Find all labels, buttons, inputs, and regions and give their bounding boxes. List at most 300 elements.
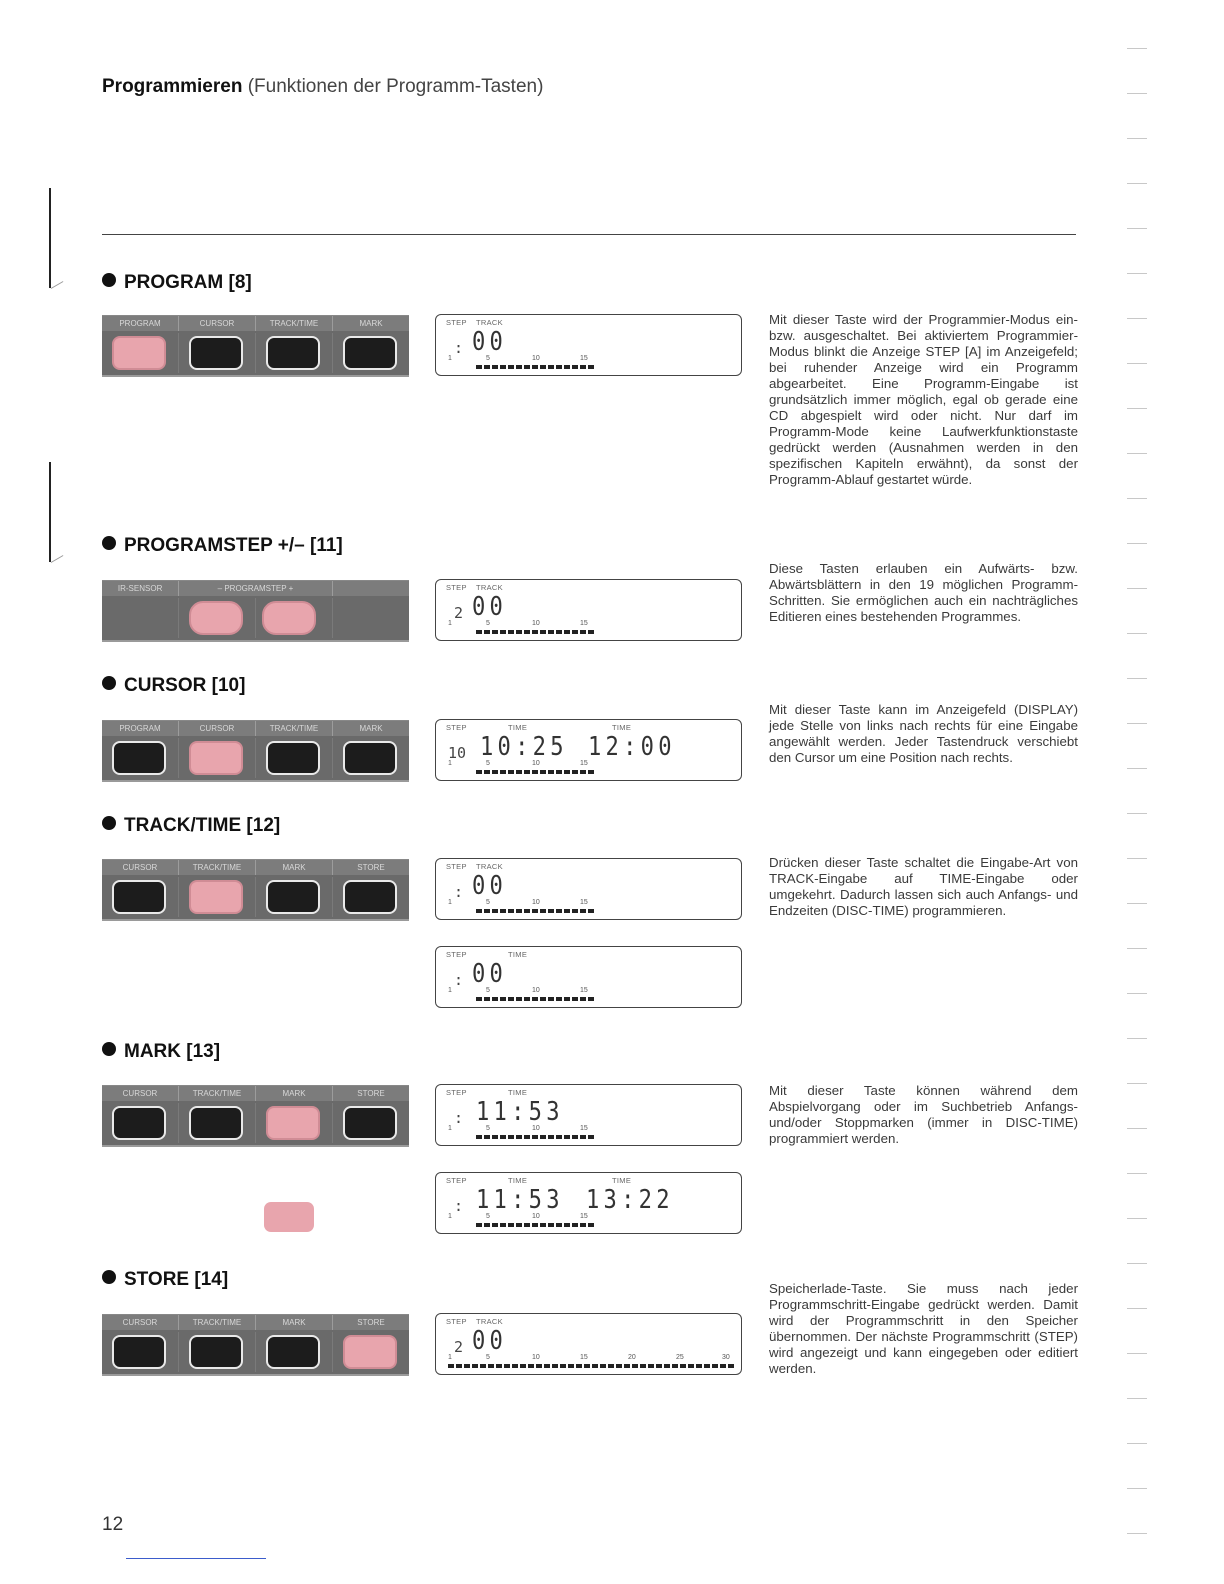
key-label: TRACK/TIME (179, 1315, 256, 1330)
lcd-bar-segment (580, 630, 586, 634)
lcd-bar-segment (540, 1223, 546, 1227)
lcd-bar-segment (548, 365, 554, 369)
page-number: 12 (102, 1514, 124, 1535)
lcd-bar-segment (500, 770, 506, 774)
lcd-bar-segment (532, 1135, 538, 1139)
lcd-scale: 5 (486, 1213, 490, 1220)
lcd-bar-segment (548, 1223, 554, 1227)
key-label: PROGRAM (102, 316, 179, 331)
cursor-key[interactable] (189, 741, 243, 775)
lcd-bar-segment (588, 1223, 594, 1227)
lcd-bar-segment (564, 770, 570, 774)
lcd-bar-segment (564, 630, 570, 634)
lcd-bar-segment (588, 630, 594, 634)
lcd-bar-segment (580, 365, 586, 369)
lcd-bar-segment (548, 997, 554, 1001)
lcd-step: : (454, 1109, 464, 1127)
lcd-scale: 1 (448, 1125, 452, 1132)
lcd-digits-end: 12:00 (588, 732, 676, 762)
lcd-bar-segment (696, 1364, 702, 1368)
program-key[interactable] (112, 336, 166, 370)
section-mark (102, 1041, 1082, 1241)
margin-tick (1127, 183, 1147, 184)
lcd-scale: 5 (486, 899, 490, 906)
margin-bar (49, 188, 51, 288)
section-title: PROGRAM [8] (102, 272, 252, 294)
margin-tick (1127, 813, 1147, 814)
key-label: MARK (256, 1315, 333, 1330)
lcd-bar-segment (540, 997, 546, 1001)
margin-tick (1127, 1443, 1147, 1444)
lcd-label: STEP (446, 1088, 467, 1097)
lcd-bars (476, 770, 594, 775)
lcd-bar-segment (492, 909, 498, 913)
lcd-scale: 5 (486, 355, 490, 362)
lcd-bar-segment (492, 770, 498, 774)
lcd-bar-segment (508, 997, 514, 1001)
margin-tick (1127, 1083, 1147, 1084)
lcd-bar-segment (500, 997, 506, 1001)
lcd-bar-segment (516, 630, 522, 634)
lcd-bar-segment (492, 365, 498, 369)
lcd-bar-segment (516, 1223, 522, 1227)
lcd-bar-segment (548, 1135, 554, 1139)
lcd-bar-segment (728, 1364, 734, 1368)
keypad (102, 720, 409, 782)
margin-tick (1127, 1218, 1147, 1219)
margin-tick (1127, 408, 1147, 409)
lcd-bar-segment (548, 630, 554, 634)
key-label: MARK (359, 724, 383, 733)
lcd-digits: 00 (472, 327, 508, 357)
cursor-key[interactable] (112, 1335, 166, 1369)
lcd-bar-segment (572, 1135, 578, 1139)
lcd-bar-segment (552, 1364, 558, 1368)
keypad-labels (102, 581, 409, 596)
lcd-step: : (454, 339, 464, 357)
page-title-bold: Programmieren (102, 76, 243, 97)
section-store (102, 1269, 1082, 1389)
track-time-key[interactable] (266, 741, 320, 775)
lcd-bar-segment (580, 1223, 586, 1227)
lcd-label: TIME (508, 1176, 528, 1185)
lcd-bar-segment (520, 1364, 526, 1368)
lcd-bar-segment (712, 1364, 718, 1368)
lcd-display (435, 1084, 742, 1146)
lcd-label: TIME (508, 950, 528, 959)
margin-ticks (1127, 48, 1147, 1538)
lcd-bar-segment (516, 997, 522, 1001)
mark-key[interactable] (266, 1335, 320, 1369)
lcd-step: : (454, 1197, 464, 1215)
lcd-scale: 15 (580, 355, 588, 362)
lcd-bar-segment (556, 770, 562, 774)
lcd-bar-segment (492, 1223, 498, 1227)
lcd-display (435, 946, 742, 1008)
lcd-bar-segment (584, 1364, 590, 1368)
margin-tick (1127, 1533, 1147, 1534)
section-title: TRACK/TIME [12] (102, 815, 280, 837)
margin-tick (1127, 678, 1147, 679)
margin-tick (1127, 858, 1147, 859)
lcd-bar-segment (516, 365, 522, 369)
mark-key[interactable] (343, 741, 397, 775)
lcd-bar-segment (588, 997, 594, 1001)
lcd-bar-segment (476, 1223, 482, 1227)
mark-key[interactable] (266, 1106, 320, 1140)
lcd-bar-segment (540, 365, 546, 369)
margin-tick (1127, 138, 1147, 139)
lcd-bar-segment (536, 1364, 542, 1368)
programstep-minus-key[interactable] (189, 601, 243, 635)
lcd-step: : (454, 883, 464, 901)
lcd-bar-segment (548, 909, 554, 913)
keypad (102, 1314, 409, 1376)
lcd-digits: 11:53 (476, 1097, 564, 1127)
lcd-bars (448, 1364, 734, 1369)
lcd-bar-segment (688, 1364, 694, 1368)
track-time-key[interactable] (189, 1335, 243, 1369)
bullet-icon (102, 676, 116, 690)
lcd-bar-segment (512, 1364, 518, 1368)
lcd-bar-segment (556, 365, 562, 369)
lcd-bar-segment (664, 1364, 670, 1368)
lcd-step: 10 (448, 744, 467, 762)
keypad (102, 1085, 409, 1147)
lcd-scale: 1 (448, 620, 452, 627)
lcd-bar-segment (516, 1135, 522, 1139)
lcd-bar-segment (540, 1135, 546, 1139)
key-label: CURSOR (102, 860, 179, 875)
lcd-bar-segment (484, 1135, 490, 1139)
lcd-bar-segment (500, 1223, 506, 1227)
section-track-time (102, 815, 1082, 1015)
lcd-bar-segment (476, 997, 482, 1001)
margin-tick (1127, 498, 1147, 499)
lcd-bar-segment (548, 770, 554, 774)
lcd-scale: 10 (532, 899, 540, 906)
lcd-step: 2 (454, 1338, 464, 1356)
mark-key[interactable] (343, 336, 397, 370)
section-title: CURSOR [10] (102, 675, 245, 697)
lcd-bar-segment (464, 1364, 470, 1368)
lcd-bar-segment (472, 1364, 478, 1368)
key-label: STORE (357, 1089, 385, 1098)
lcd-scale: 10 (532, 760, 540, 767)
keypad (102, 580, 409, 642)
lcd-bar-segment (476, 770, 482, 774)
margin-tick (1127, 633, 1147, 634)
lcd-bar-segment (600, 1364, 606, 1368)
lcd-scale: 1 (448, 899, 452, 906)
lcd-bar-segment (556, 997, 562, 1001)
key-label: MARK (256, 860, 333, 875)
margin-tick (1127, 948, 1147, 949)
margin-tick (1127, 1398, 1147, 1399)
lcd-scale: 1 (448, 1213, 452, 1220)
lcd-label: TIME (508, 723, 528, 732)
lcd-bar-segment (516, 909, 522, 913)
lcd-display (435, 858, 742, 920)
store-key[interactable] (343, 880, 397, 914)
lcd-bar-segment (524, 1223, 530, 1227)
lcd-bar-segment (572, 630, 578, 634)
lcd-bar-segment (484, 365, 490, 369)
lcd-bar-segment (484, 630, 490, 634)
lcd-bar-segment (524, 997, 530, 1001)
margin-tick (1127, 1263, 1147, 1264)
lcd-bar-segment (524, 909, 530, 913)
margin-bar (49, 462, 51, 562)
lcd-bar-segment (488, 1364, 494, 1368)
lcd-scale: 20 (628, 1354, 636, 1361)
lcd-bar-segment (588, 909, 594, 913)
cursor-key[interactable] (189, 336, 243, 370)
lcd-bar-segment (476, 630, 482, 634)
description: Drücken dieser Taste schaltet die Eingabe-Art von TRACK-Eingabe auf TIME-Eingabe oder umgekehrt. Dadurch lassen sich auch Anfangs- und Endzeiten (DISC-TIME) programmieren. (769, 855, 1078, 918)
lcd-bars (476, 1135, 594, 1140)
lcd-bar-segment (556, 1223, 562, 1227)
lcd-scale: 5 (486, 987, 490, 994)
lcd-digits: 00 (472, 1326, 508, 1356)
section-programstep (102, 535, 1082, 645)
lcd-bar-segment (672, 1364, 678, 1368)
key-label (333, 581, 409, 596)
store-key[interactable] (343, 1106, 397, 1140)
lcd-digits-end: 13:22 (586, 1185, 674, 1215)
lcd-digits: 00 (472, 592, 508, 622)
margin-tick (51, 281, 64, 289)
lcd-bar-segment (640, 1364, 646, 1368)
lcd-bar-segment (624, 1364, 630, 1368)
lcd-bar-segment (564, 1135, 570, 1139)
lcd-bar-segment (540, 630, 546, 634)
lcd-bar-segment (556, 630, 562, 634)
page-title-light: (Funktionen der Programm-Tasten) (247, 76, 544, 97)
lcd-digits: 10:25 (480, 732, 568, 762)
key-label: TRACK/TIME (256, 721, 333, 736)
lcd-scale: 10 (532, 1125, 540, 1132)
store-key[interactable] (343, 1335, 397, 1369)
lcd-bar-segment (484, 997, 490, 1001)
lcd-display (435, 579, 742, 641)
lcd-bar-segment (524, 365, 530, 369)
key-label: PROGRAM (102, 721, 179, 736)
lcd-bar-segment (484, 909, 490, 913)
lcd-bar-segment (500, 909, 506, 913)
section-title: STORE [14] (102, 1269, 228, 1291)
lcd-bar-segment (492, 1135, 498, 1139)
margin-tick (1127, 903, 1147, 904)
lcd-scale: 1 (448, 760, 452, 767)
description: Mit dieser Taste kann im Anzeigefeld (DISPLAY) jede Stelle von links nach rechts für eine Eingabe angewählt werden. Jeder Tastendruck verschiebt den Cursor um eine Position nach rechts. (769, 702, 1078, 765)
lcd-bar-segment (500, 1135, 506, 1139)
lcd-label: TIME (508, 1088, 528, 1097)
lcd-bar-segment (456, 1364, 462, 1368)
footer-line (126, 1558, 266, 1559)
margin-tick (1127, 1308, 1147, 1309)
lcd-scale: 15 (580, 899, 588, 906)
lcd-label: TRACK (476, 318, 503, 327)
lcd-scale: 25 (676, 1354, 684, 1361)
lcd-bar-segment (532, 365, 538, 369)
lcd-bar-segment (580, 770, 586, 774)
lcd-label: TRACK (476, 1317, 503, 1326)
lcd-bar-segment (524, 630, 530, 634)
lcd-digits: 11:53 (476, 1185, 564, 1215)
section-title: MARK [13] (102, 1041, 220, 1063)
lcd-bar-segment (572, 1223, 578, 1227)
lcd-label: STEP (446, 950, 467, 959)
lcd-bar-segment (632, 1364, 638, 1368)
lcd-bar-segment (564, 997, 570, 1001)
lcd-bar-segment (504, 1364, 510, 1368)
description: Mit dieser Taste können während dem Abspielvorgang oder im Suchbetrieb Anfangs- und/oder Stoppmarken (immer in DISC-TIME) programmiert werden. (769, 1083, 1078, 1146)
cursor-key[interactable] (112, 880, 166, 914)
mark-key[interactable] (266, 880, 320, 914)
lcd-label: STEP (446, 583, 467, 592)
lcd-display (435, 1313, 742, 1375)
track-time-key[interactable] (189, 880, 243, 914)
lcd-bars (476, 630, 594, 635)
key-label: TRACK/TIME (179, 1086, 256, 1101)
lcd-bar-segment (528, 1364, 534, 1368)
margin-tick (1127, 318, 1147, 319)
lcd-bars (476, 365, 594, 370)
lcd-label: TIME (612, 1176, 632, 1185)
lcd-scale: 1 (448, 1354, 452, 1361)
lcd-bars (476, 909, 594, 914)
lcd-scale: 15 (580, 1213, 588, 1220)
bullet-icon (102, 273, 116, 287)
lcd-bar-segment (448, 1364, 454, 1368)
margin-tick (1127, 363, 1147, 364)
lcd-bar-segment (616, 1364, 622, 1368)
lcd-bar-segment (540, 909, 546, 913)
margin-tick (1127, 1353, 1147, 1354)
lcd-label: STEP (446, 723, 467, 732)
lcd-bar-segment (524, 770, 530, 774)
bullet-icon (102, 1270, 116, 1284)
lcd-scale: 10 (532, 620, 540, 627)
lcd-bar-segment (476, 909, 482, 913)
lcd-bar-segment (560, 1364, 566, 1368)
lcd-bar-segment (500, 630, 506, 634)
lcd-label: STEP (446, 318, 467, 327)
section-cursor (102, 675, 1082, 785)
cursor-key[interactable] (112, 1106, 166, 1140)
lcd-label: TRACK (476, 862, 503, 871)
lcd-bar-segment (492, 997, 498, 1001)
margin-tick (1127, 543, 1147, 544)
lcd-bar-segment (720, 1364, 726, 1368)
lcd-bar-segment (576, 1364, 582, 1368)
lcd-label: STEP (446, 862, 467, 871)
program-key[interactable] (112, 741, 166, 775)
lcd-bar-segment (680, 1364, 686, 1368)
key-label: TRACK/TIME (256, 316, 333, 331)
lcd-scale: 10 (532, 355, 540, 362)
keypad-labels (102, 721, 409, 736)
keypad-labels (102, 860, 409, 875)
description: Speicherlade-Taste. Sie muss nach jeder Programmschritt-Eingabe gedrückt werden. Damit wird der Programmschritt in den Speicher übernommen. Der nächste Programmschritt (STEP) wird angezeigt und kann eingegeben oder editiert werden. (769, 1281, 1078, 1376)
lcd-bar-segment (564, 909, 570, 913)
key-label: STORE (357, 863, 385, 872)
key-label: CURSOR (102, 1315, 179, 1330)
keypad (102, 315, 409, 377)
section-program (102, 272, 1082, 512)
lcd-label: TRACK (476, 583, 503, 592)
lcd-bar-segment (516, 770, 522, 774)
lcd-bar-segment (572, 365, 578, 369)
lcd-bar-segment (496, 1364, 502, 1368)
lcd-scale: 10 (532, 987, 540, 994)
lcd-scale: 15 (580, 987, 588, 994)
lcd-digits: 00 (472, 959, 508, 989)
lcd-scale: 5 (486, 1354, 490, 1361)
programstep-plus-key[interactable] (262, 601, 316, 635)
margin-tick (1127, 1038, 1147, 1039)
lcd-bar-segment (572, 770, 578, 774)
lcd-bar-segment (608, 1364, 614, 1368)
margin-tick (1127, 723, 1147, 724)
lcd-bar-segment (484, 1223, 490, 1227)
keypad (102, 859, 409, 921)
key-label: CURSOR (102, 1086, 179, 1101)
lcd-label: STEP (446, 1317, 467, 1326)
key-label: CURSOR (179, 316, 256, 331)
margin-tick (1127, 588, 1147, 589)
lcd-scale: 30 (722, 1354, 730, 1361)
lcd-bar-segment (508, 909, 514, 913)
lcd-scale: 1 (448, 987, 452, 994)
track-time-key[interactable] (266, 336, 320, 370)
lcd-bar-segment (476, 365, 482, 369)
margin-tick (1127, 453, 1147, 454)
lcd-bar-segment (532, 997, 538, 1001)
lcd-bar-segment (524, 1135, 530, 1139)
lcd-bar-segment (588, 770, 594, 774)
lcd-bar-segment (580, 997, 586, 1001)
description: Mit dieser Taste wird der Programmier-Modus ein- bzw. ausgeschaltet. Bei aktiviertem Programmier-Modus blinkt die Anzeige STEP [A] im Anzeigefeld; bei ruhender Anzeige wird ein Programm abgearbeitet. Eine Programm-Eingabe ist grundsätzlich immer möglich, egal ob gerade eine CD abgespielt wird oder nicht. Nur darf im Programm-Mode keine Laufwerkfunktionstaste gedrückt werden (Ausnahmen werden in den spezifischen Kapiteln erwähnt), da sonst der Programm-Ablauf gestartet würde. (769, 312, 1078, 487)
lcd-step: : (454, 971, 464, 989)
margin-tick (1127, 1488, 1147, 1489)
lcd-bar-segment (648, 1364, 654, 1368)
track-time-key[interactable] (189, 1106, 243, 1140)
page-title (102, 76, 543, 98)
section-title: PROGRAMSTEP +/– [11] (102, 535, 343, 557)
margin-tick (1127, 993, 1147, 994)
lcd-scale: 1 (448, 355, 452, 362)
lcd-bar-segment (592, 1364, 598, 1368)
lcd-display (435, 314, 742, 376)
lcd-bars (476, 1223, 594, 1228)
lcd-bar-segment (484, 770, 490, 774)
key-label: STORE (357, 1318, 385, 1327)
bullet-icon (102, 816, 116, 830)
description: Diese Tasten erlauben ein Aufwärts- bzw. Abwärtsblättern in den 19 möglichen Programm-Schritten. Sie ermöglichen auch ein nachträgliches Editieren eines bestehenden Programmes. (769, 561, 1078, 624)
key-label: TRACK/TIME (179, 860, 256, 875)
lcd-bar-segment (556, 1135, 562, 1139)
lcd-scale: 5 (486, 760, 490, 767)
key-label: IR-SENSOR (102, 581, 179, 596)
margin-tick (51, 555, 64, 563)
lcd-scale: 15 (580, 620, 588, 627)
margin-tick (1127, 1173, 1147, 1174)
key-label: CURSOR (179, 721, 256, 736)
lcd-bars (476, 997, 594, 1002)
mark-key-pressed (264, 1202, 314, 1232)
